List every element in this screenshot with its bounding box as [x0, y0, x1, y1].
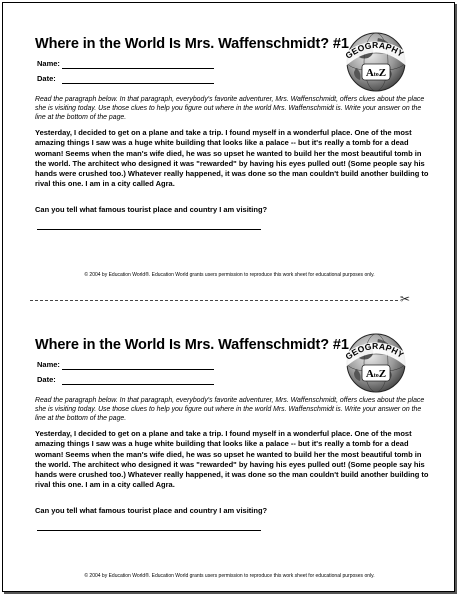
svg-text:AtoZ: AtoZ: [365, 67, 387, 79]
svg-text:AtoZ: AtoZ: [365, 368, 387, 380]
date-answer-line[interactable]: [62, 83, 214, 84]
geography-globe-logo: [338, 329, 412, 399]
name-label: Name:: [37, 360, 60, 369]
svg-text:GEOGRAPHY: GEOGRAPHY: [343, 39, 406, 61]
cut-line: [30, 300, 398, 301]
geography-globe-logo: [338, 28, 412, 98]
copyright-notice: © 2004 by Education World®. Education World grants users permission to reproduce this work sheet for educational purposes only.: [84, 272, 375, 278]
story-paragraph: Yesterday, I decided to get on a plane and take a trip. I found myself in a wonderful place. One of the most amazing things I saw was a huge white building that looks like a palace -- but it's really a tomb for a dead woman! Seems when the man's wife died, he was so upset he wanted to build her the most beautiful tomb in the world. The architect who designed it was "rewarded" by having his eyes pulled out! (Some people say his hands were crushed too.) Whatever really happened, it was done so the man couldn't build another building to rival this one. I am in a city called Agra.: [35, 429, 429, 490]
question-text: Can you tell what famous tourist place and country I am visiting?: [35, 205, 268, 214]
svg-text:GEOGRAPHY: GEOGRAPHY: [343, 340, 406, 362]
name-label: Name:: [37, 59, 60, 68]
scissors-icon: ✂: [400, 292, 411, 306]
name-answer-line[interactable]: [62, 369, 214, 370]
date-label: Date:: [37, 74, 56, 83]
instructions-paragraph: Read the paragraph below. In that paragraph, everybody's favorite adventurer, Mrs. Waffenschmidt, offers clues about the place she is visiting today. Use those clues to help you figure out where in the world Mrs. Waffenschmidt is. Write your answer on the line at the bottom of the page.: [35, 96, 425, 121]
answer-line[interactable]: [37, 530, 261, 531]
name-answer-line[interactable]: [62, 68, 214, 69]
worksheet-title: Where in the World Is Mrs. Waffenschmidt? #1: [35, 337, 349, 353]
instructions-paragraph: Read the paragraph below. In that paragraph, everybody's favorite adventurer, Mrs. Waffenschmidt, offers clues about the place she is visiting today. Use those clues to help you figure out where in the world Mrs. Waffenschmidt is. Write your answer on the line at the bottom of the page.: [35, 397, 425, 422]
answer-line[interactable]: [37, 229, 261, 230]
date-label: Date:: [37, 375, 56, 384]
story-paragraph: Yesterday, I decided to get on a plane and take a trip. I found myself in a wonderful place. One of the most amazing things I saw was a huge white building that looks like a palace -- but it's really a tomb for a dead woman! Seems when the man's wife died, he was so upset he wanted to build her the most beautiful tomb in the world. The architect who designed it was "rewarded" by having his eyes pulled out! (Some people say his hands were crushed too.) Whatever really happened, it was done so the man couldn't build another building to rival this one. I am in a city called Agra.: [35, 128, 429, 189]
question-text: Can you tell what famous tourist place and country I am visiting?: [35, 506, 268, 515]
copyright-notice: © 2004 by Education World®. Education World grants users permission to reproduce this work sheet for educational purposes only.: [84, 573, 375, 579]
worksheet-title: Where in the World Is Mrs. Waffenschmidt? #1: [35, 36, 349, 52]
date-answer-line[interactable]: [62, 384, 214, 385]
